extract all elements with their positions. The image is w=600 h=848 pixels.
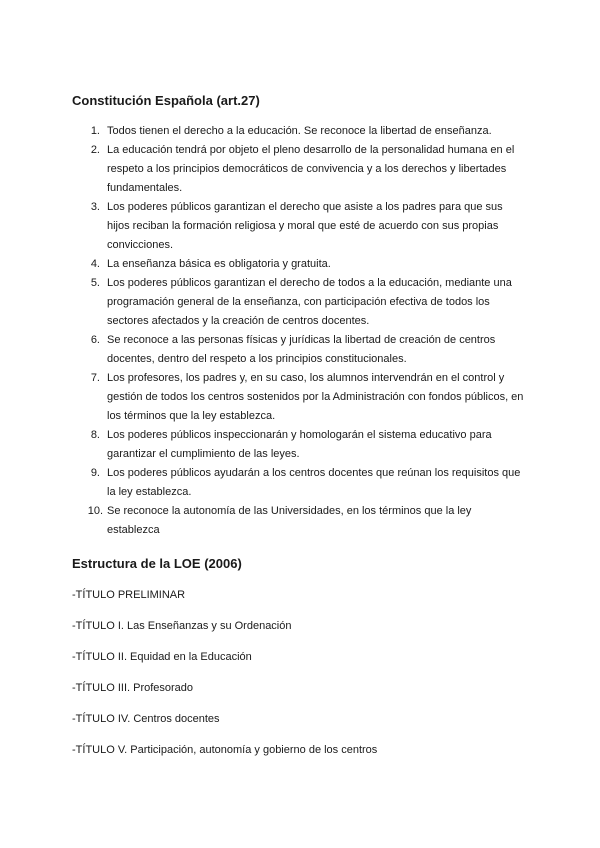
toc-item: -TÍTULO II. Equidad en la Educación <box>72 651 252 663</box>
item-number: 6. <box>90 334 100 346</box>
list-item <box>0 198 527 255</box>
item-number: 4. <box>90 258 100 270</box>
loe-titles-list <box>72 588 377 774</box>
item-text: Se reconoce a las personas físicas y jurídicas la libertad de creación de centros docentes, dentro del respeto a los principios constitucionales. <box>107 334 496 365</box>
item-text: Los poderes públicos garantizan el derecho de todos a la educación, mediante una programación general de la enseñanza, con participación efectiva de todos los sectores afectados y la creación de centros docentes. <box>107 277 512 327</box>
item-text: Los profesores, los padres y, en su caso, los alumnos intervendrán en el control y gestión de todos los centros sostenidos por la Administración con fondos públicos, en los términos que la ley establezca. <box>107 372 524 422</box>
list-item <box>0 369 527 426</box>
list-item <box>0 502 527 540</box>
item-text: Se reconoce la autonomía de las Universidades, en los términos que la ley establezca <box>107 505 472 536</box>
list-item <box>0 274 527 331</box>
item-number: 1. <box>90 125 100 137</box>
item-text: La educación tendrá por objeto el pleno desarrollo de la personalidad humana en el respeto a los principios democráticos de convivencia y a los derechos y libertades fundamentales. <box>107 144 515 194</box>
toc-item: -TÍTULO V. Participación, autonomía y gobierno de los centros <box>72 744 378 756</box>
item-text: Todos tienen el derecho a la educación. Se reconoce la libertad de enseñanza. <box>107 125 492 137</box>
item-text: Los poderes públicos ayudarán a los centros docentes que reúnan los requisitos que la ley establezca. <box>107 467 521 498</box>
list-item <box>0 426 527 464</box>
item-text: La enseñanza básica es obligatoria y gratuita. <box>107 258 331 270</box>
item-number: 8. <box>90 429 100 441</box>
list-item <box>0 331 527 369</box>
item-number: 7. <box>90 372 100 384</box>
toc-item: -TÍTULO PRELIMINAR <box>72 589 186 601</box>
item-number: 10. <box>87 505 103 517</box>
item-number: 5. <box>90 277 100 289</box>
heading-constitucion: Constitución Española (art.27) <box>72 93 260 108</box>
list-item <box>0 122 527 141</box>
list-item <box>0 464 527 502</box>
list-item <box>0 255 527 274</box>
heading-estructura-loe: Estructura de la LOE (2006) <box>72 556 242 571</box>
item-number: 9. <box>90 467 100 479</box>
toc-item: -TÍTULO IV. Centros docentes <box>72 713 220 725</box>
item-text: Los poderes públicos inspeccionarán y homologarán el sistema educativo para garantizar el cumplimiento de las leyes. <box>107 429 492 460</box>
item-text: Los poderes públicos garantizan el derecho que asiste a los padres para que sus hijos reciban la formación religiosa y moral que esté de acuerdo con sus propias convicciones. <box>107 201 503 251</box>
item-number: 3. <box>90 201 100 213</box>
article-27-list <box>0 122 600 540</box>
list-item <box>0 141 527 198</box>
toc-item: -TÍTULO I. Las Enseñanzas y su Ordenación <box>72 620 292 632</box>
toc-item: -TÍTULO III. Profesorado <box>72 682 194 694</box>
item-number: 2. <box>90 144 100 156</box>
